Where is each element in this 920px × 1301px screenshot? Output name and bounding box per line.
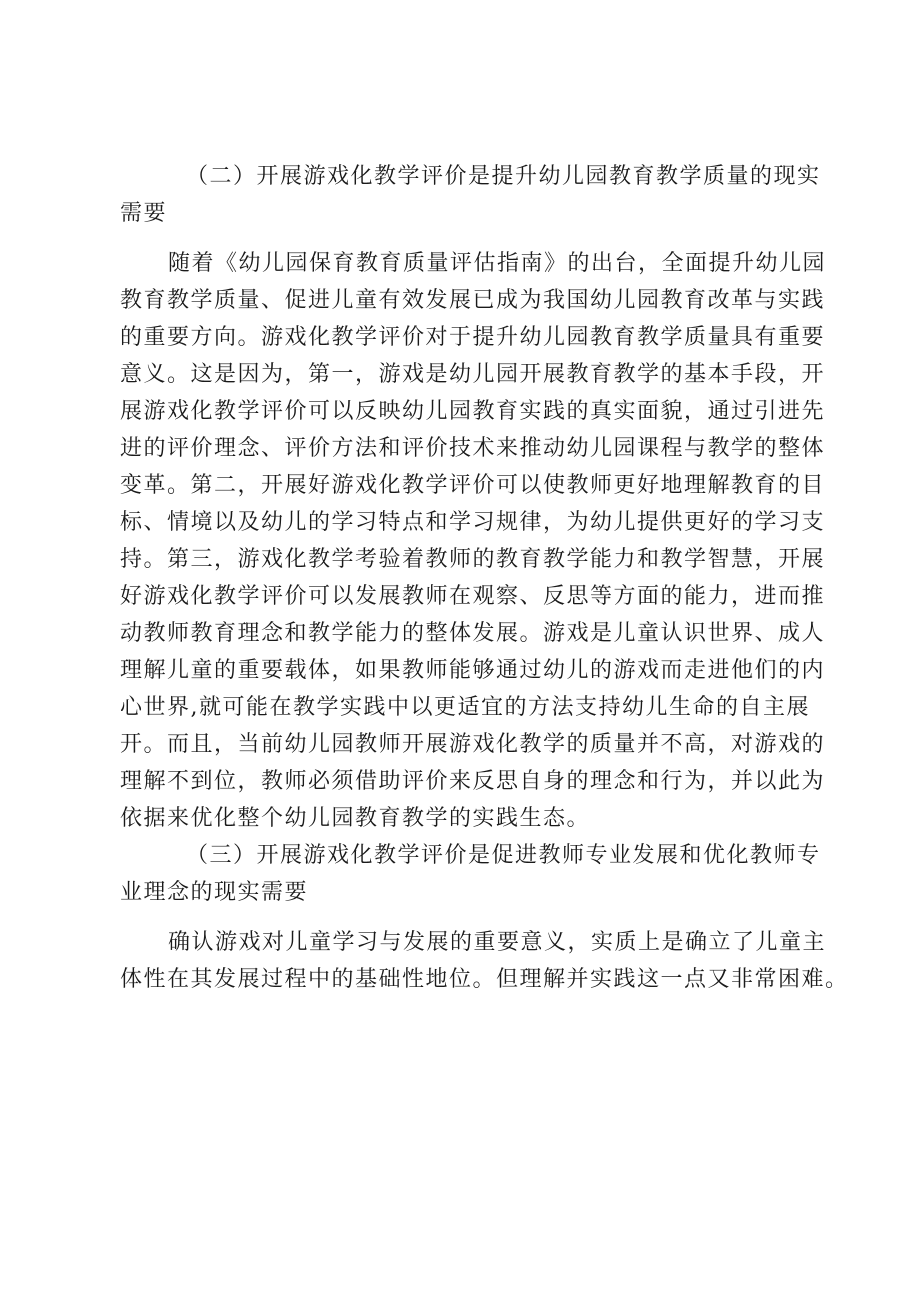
section-3-heading-line-1: （三）开展游戏化教学评价是促进教师专业发展和优化教师专 (186, 843, 821, 868)
paragraph-line: 进的评价理念、评价方法和评价技术来推动幼儿园课程与教学的整体 (120, 436, 826, 461)
paragraph-line: 持。第三，游戏化教学考验着教师的教育教学能力和教学智慧，开展 (120, 547, 826, 572)
section-2-heading (120, 158, 820, 232)
paragraph-line: 依据来优化整个幼儿园教育教学的实践生态。 (120, 806, 591, 831)
paragraph-line: 展游戏化教学评价可以反映幼儿园教育实践的真实面貌，通过引进先 (120, 399, 826, 424)
paragraph-line: 变革。第二，开展好游戏化教学评价可以使教师更好地理解教育的目 (120, 473, 826, 498)
paragraph-line: 确认游戏对儿童学习与发展的重要意义，实质上是确立了儿童主 (168, 930, 827, 955)
section-2-heading-line-1: （二）开展游戏化教学评价是提升幼儿园教育教学质量的现实 (186, 164, 821, 189)
section-3-paragraph (120, 924, 849, 998)
paragraph-line: 动教师教育理念和教学能力的整体发展。游戏是儿童认识世界、成人 (120, 621, 826, 646)
paragraph-line: 随着《幼儿园保育教育质量评估指南》的出台，全面提升幼儿园 (168, 251, 827, 276)
paragraph-line: 理解儿童的重要载体，如果教师能够通过幼儿的游戏而走进他们的内 (120, 658, 826, 683)
paragraph-line: 开。而且，当前幼儿园教师开展游戏化教学的质量并不高，对游戏的 (120, 732, 826, 757)
document-page (120, 158, 849, 998)
section-2-heading-line-2: 需要 (120, 201, 168, 226)
paragraph-line: 的重要方向。游戏化教学评价对于提升幼儿园教育教学质量具有重要 (120, 325, 826, 350)
paragraph-line: 理解不到位，教师必须借助评价来反思自身的理念和行为，并以此为 (120, 769, 826, 794)
paragraph-line: 体性在其发展过程中的基础性地位。但理解并实践这一点又非常困难。 (120, 967, 849, 992)
paragraph-line: 意义。这是因为，第一，游戏是幼儿园开展教育教学的基本手段，开 (120, 362, 826, 387)
section-2-paragraph (120, 245, 827, 837)
paragraph-line: 教育教学质量、促进儿童有效发展已成为我国幼儿园教育改革与实践 (120, 288, 826, 313)
paragraph-line: 标、情境以及幼儿的学习特点和学习规律，为幼儿提供更好的学习支 (120, 510, 826, 535)
section-3-heading (120, 837, 820, 911)
paragraph-line: 心世界,就可能在教学实践中以更适宜的方法支持幼儿生命的自主展 (120, 695, 810, 720)
section-3-heading-line-2: 业理念的现实需要 (120, 880, 309, 905)
paragraph-line: 好游戏化教学评价可以发展教师在观察、反思等方面的能力，进而推 (120, 584, 826, 609)
